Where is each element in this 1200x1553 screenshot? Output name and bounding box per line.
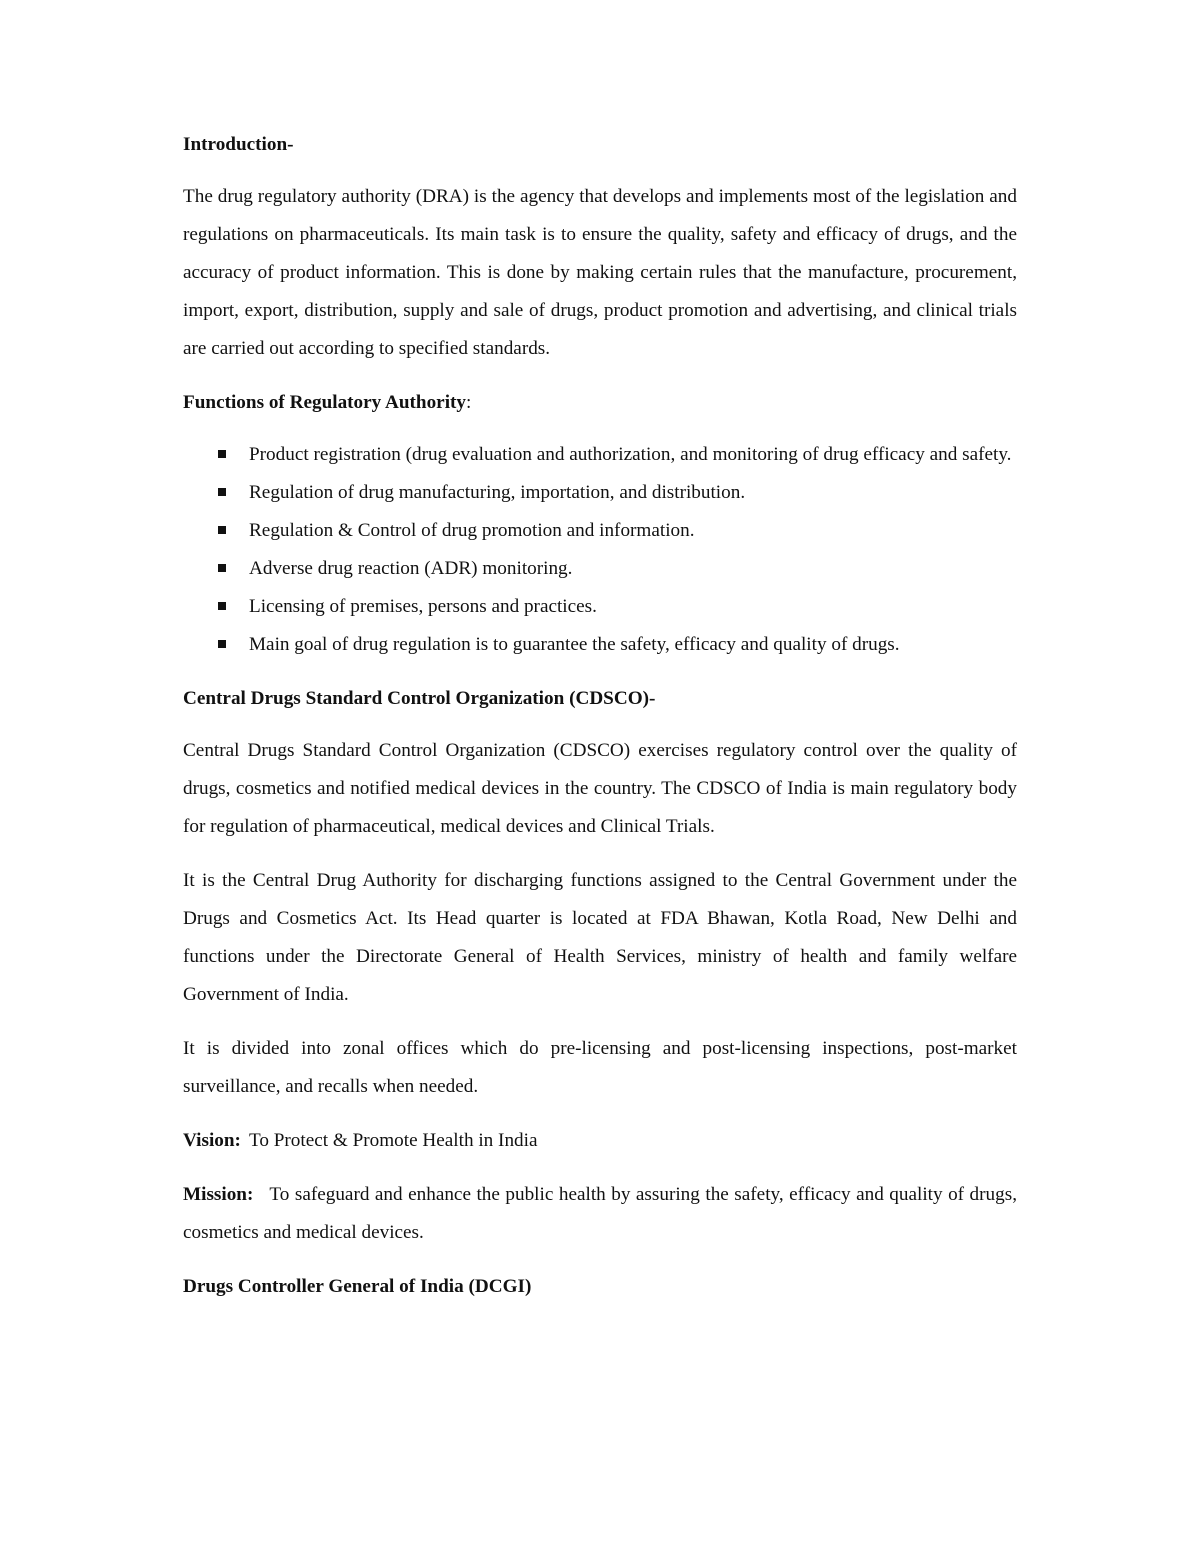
cdsco-paragraph-3: It is divided into zonal offices which do pre-licensing and post-licensing inspections, post-market surveillance, and recalls when needed. — [183, 1038, 1017, 1097]
cdsco-heading: Central Drugs Standard Control Organization (CDSCO)- — [183, 688, 656, 709]
list-item-text: Product registration (drug evaluation and authorization, and monitoring of drug efficacy and safety. — [249, 444, 1012, 465]
vision-text: To Protect & Promote Health in India — [248, 1130, 538, 1151]
mission-line — [183, 1176, 1017, 1252]
document-page — [183, 126, 1017, 1306]
square-bullet-icon — [218, 564, 226, 572]
introduction-paragraph: The drug regulatory authority (DRA) is the agency that develops and implements most of the legislation and regulations on pharmaceuticals. Its main task is to ensure the quality, safety and efficacy of drugs, and the accuracy of product information. This is done by making certain rules that the manufacture, procurement, import, export, distribution, supply and sale of drugs, product promotion and advertising, and clinical trials are carried out according to specified standards. — [183, 186, 1017, 359]
cdsco-paragraph-2: It is the Central Drug Authority for discharging functions assigned to the Central Government under the Drugs and Cosmetics Act. Its Head quarter is located at FDA Bhawan, Kotla Road, New Delhi and functions under the Directorate General of Health Services, ministry of health and family welfare Government of India. — [183, 870, 1017, 1005]
square-bullet-icon — [218, 602, 226, 610]
square-bullet-icon — [218, 640, 226, 648]
list-item-text: Regulation of drug manufacturing, importation, and distribution. — [249, 482, 746, 503]
functions-heading-colon: : — [466, 392, 472, 413]
list-item-text: Main goal of drug regulation is to guarantee the safety, efficacy and quality of drugs. — [249, 634, 900, 655]
square-bullet-icon — [218, 526, 226, 534]
list-item — [183, 588, 1017, 626]
mission-text: To safeguard and enhance the public health by assuring the safety, efficacy and quality of drugs, cosmetics and medical devices. — [183, 1184, 1017, 1243]
functions-heading — [183, 384, 1017, 422]
cdsco-paragraph-1: Central Drugs Standard Control Organization (CDSCO) exercises regulatory control over the quality of drugs, cosmetics and notified medical devices in the country. The CDSCO of India is main regulatory body for regulation of pharmaceutical, medical devices and Clinical Trials. — [183, 740, 1017, 837]
list-item — [183, 512, 1017, 550]
dcgi-heading: Drugs Controller General of India (DCGI) — [183, 1276, 532, 1297]
square-bullet-icon — [218, 450, 226, 458]
square-bullet-icon — [218, 488, 226, 496]
list-item-text: Adverse drug reaction (ADR) monitoring. — [249, 558, 573, 579]
list-item — [183, 436, 1017, 474]
vision-label: Vision: — [183, 1130, 241, 1151]
vision-line — [183, 1122, 1017, 1160]
list-item — [183, 550, 1017, 588]
list-item — [183, 626, 1017, 664]
introduction-heading: Introduction- — [183, 134, 294, 155]
functions-list — [183, 436, 1017, 664]
functions-heading-text: Functions of Regulatory Authority — [183, 392, 467, 413]
mission-label: Mission: — [183, 1184, 254, 1205]
list-item-text: Licensing of premises, persons and practices. — [249, 596, 597, 617]
list-item — [183, 474, 1017, 512]
list-item-text: Regulation & Control of drug promotion and information. — [249, 520, 695, 541]
